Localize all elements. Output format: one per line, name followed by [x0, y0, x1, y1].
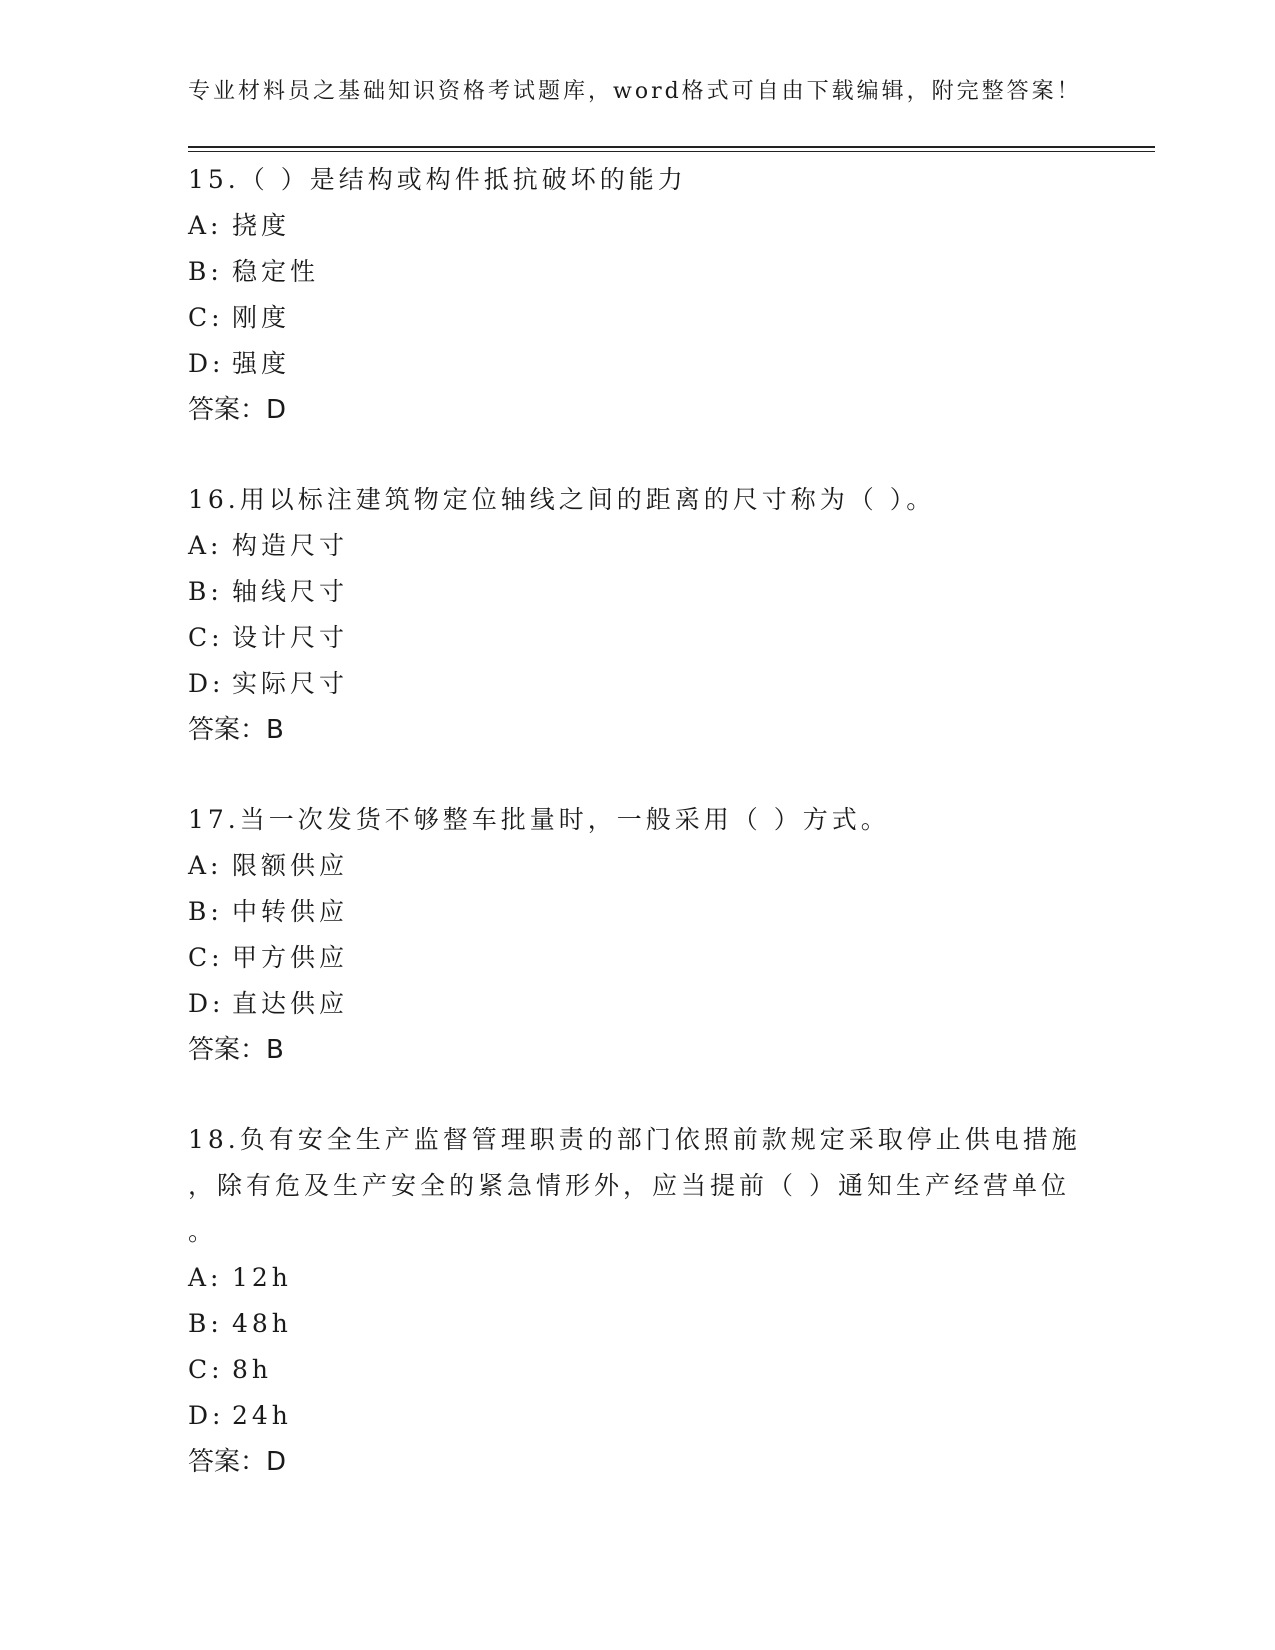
option-text: 24h [232, 1401, 292, 1430]
option-text: 中转供应 [232, 897, 349, 926]
question-16 [188, 477, 1088, 753]
option-letter: A: [188, 851, 223, 880]
question-18 [188, 1117, 1088, 1485]
option-c [188, 935, 1088, 981]
option-a [188, 203, 1088, 249]
option-letter: D: [188, 1401, 225, 1430]
option-text: 设计尺寸 [232, 623, 349, 652]
option-a [188, 843, 1088, 889]
option-text: 限额供应 [232, 851, 349, 880]
option-letter: D: [188, 989, 225, 1018]
question-stem [188, 797, 1088, 843]
question-stem-line: 18.负有安全生产监督管理职责的部门依照前款规定采取停止供电措施 [188, 1125, 1081, 1154]
option-letter: B: [188, 257, 223, 286]
option-d [188, 981, 1088, 1027]
option-c [188, 295, 1088, 341]
option-text: 直达供应 [232, 989, 349, 1018]
answer: 答案：D [188, 395, 287, 425]
option-letter: D: [188, 349, 225, 378]
option-letter: C: [188, 943, 224, 972]
option-text: 实际尺寸 [232, 669, 349, 698]
option-d [188, 1393, 1088, 1439]
option-a [188, 1255, 1088, 1301]
option-letter: C: [188, 303, 224, 332]
option-d [188, 341, 1088, 387]
option-text: 刚度 [232, 303, 291, 332]
header-title: 专业材料员之基础知识资格考试题库，word格式可自由下载编辑，附完整答案！ [188, 79, 1082, 104]
option-letter: C: [188, 1355, 224, 1384]
option-letter: A: [188, 211, 223, 240]
option-text: 8h [232, 1355, 273, 1384]
option-text: 强度 [232, 349, 291, 378]
option-text: 48h [232, 1309, 292, 1338]
option-b [188, 1301, 1088, 1347]
option-c [188, 1347, 1088, 1393]
option-letter: B: [188, 1309, 223, 1338]
answer: 答案：B [188, 1035, 284, 1065]
question-stem-line: 17.当一次发货不够整车批量时，一般采用（ ）方式。 [188, 805, 890, 834]
option-letter: A: [188, 531, 223, 560]
option-letter: B: [188, 577, 223, 606]
question-15 [188, 157, 1088, 433]
option-b [188, 889, 1088, 935]
question-stem [188, 157, 1088, 203]
question-stem-line: 16.用以标注建筑物定位轴线之间的距离的尺寸称为（ ）。 [188, 485, 936, 514]
answer: 答案：B [188, 715, 284, 745]
option-letter: C: [188, 623, 224, 652]
question-17 [188, 797, 1088, 1073]
question-stem-line: 15.（ ）是结构或构件抵抗破坏的能力 [188, 165, 687, 194]
option-letter: B: [188, 897, 223, 926]
option-d [188, 661, 1088, 707]
question-stem-line: 。 [188, 1217, 218, 1246]
option-letter: D: [188, 669, 225, 698]
option-b [188, 569, 1088, 615]
header-divider [188, 146, 1155, 152]
option-text: 挠度 [232, 211, 291, 240]
option-text: 轴线尺寸 [232, 577, 349, 606]
option-a [188, 523, 1088, 569]
answer: 答案：D [188, 1447, 287, 1477]
option-text: 甲方供应 [232, 943, 349, 972]
option-b [188, 249, 1088, 295]
option-text: 构造尺寸 [232, 531, 349, 560]
option-text: 12h [232, 1263, 292, 1292]
question-stem-line: ，除有危及生产安全的紧急情形外，应当提前（ ）通知生产经营单位 [188, 1171, 1070, 1200]
question-stem [188, 1117, 1088, 1255]
question-stem [188, 477, 1088, 523]
option-text: 稳定性 [232, 257, 320, 286]
option-letter: A: [188, 1263, 223, 1292]
option-c [188, 615, 1088, 661]
